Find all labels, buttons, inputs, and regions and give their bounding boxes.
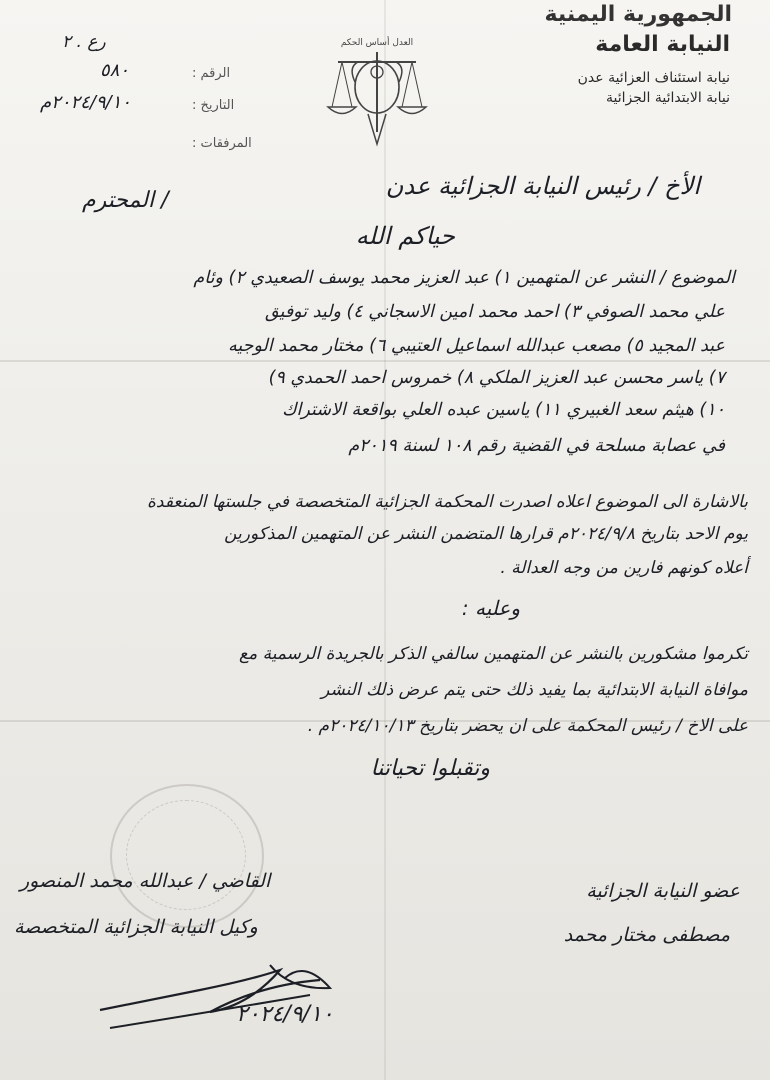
office-title: النيابة العامة [595,32,730,57]
handwritten-signature-icon [90,950,390,1050]
body-line-2: يوم الاحد بتاريخ ٢٠٢٤/٩/٨م قرارها المتضمن النشر عن المتهمين المذكورين [224,524,748,544]
attachments-label: المرفقات : [192,136,252,151]
subject-line-6: في عصابة مسلحة في القضية رقم ١٠٨ لسنة ٢٠١٩م [348,436,725,456]
date-value: ٢٠٢٤/٩/١٠م [40,92,131,113]
request-line-1: تكرموا مشكورين بالنشر عن المتهمين سالفي الذكر بالجريدة الرسمية مع [239,644,748,664]
eagle-scales-emblem-icon [318,32,436,150]
right-signatory-title: عضو النيابة الجزائية [586,880,740,902]
number-value: ٥٨٠ [100,60,130,81]
left-signatory-name: القاضي / عبدالله محمد المنصور [20,870,271,892]
right-signatory-name: مصطفى مختار محمد [563,924,730,946]
body-line-3: أعلاه كونهم فارين من وجه العدالة . [500,558,748,578]
subject-line-1: الموضوع / النشر عن المتهمين ١) عبد العزيز محمد يوسف الصعيدي ٢) وئام [193,268,735,288]
republic-title: الجمهورية اليمنية [544,2,732,27]
number-label: الرقم : [192,66,231,81]
request-line-2: موافاة النيابة الابتدائية بما يفيد ذلك حتى يتم عرض ذلك النشر [321,680,748,700]
emblem-motto: العدل أساس الحكم [340,38,414,48]
therefore-label: وعليه : [461,596,520,620]
office-line-1: نيابة استئناف العزائية عدن [577,70,730,86]
subject-line-3: عبد المجيد ٥) مصعب عبدالله اسماعيل العتيبي ٦) مختار محمد الوجيه [228,336,725,356]
subject-line-4: ٧) ياسر محسن عبد العزيز الملكي ٨) خمروس احمد الحمدي ٩) [268,368,725,388]
subject-line-5: ١٠) هيثم سعد الغبيري ١١) ياسين عبده العلي بواقعة الاشتراك [282,400,725,420]
recipient-side-note: / المحترم [82,188,169,213]
closing-line: وتقبلوا تحياتنا [370,756,490,781]
request-line-3: على الاخ / رئيس المحكمة على ان يحضر بتاريخ ٢٠٢٤/١٠/١٣م . [307,716,748,736]
left-signatory-title: وكيل النيابة الجزائية المتخصصة [14,916,258,938]
reference-handwritten: رع . ٢ [62,32,106,52]
greeting: حياكم الله [355,222,455,250]
body-line-1: بالاشارة الى الموضوع اعلاه اصدرت المحكمة الجزائية المتخصصة في جلستها المنعقدة [146,492,748,512]
subject-line-2: علي محمد الصوفي ٣) احمد محمد امين الاسجاني ٤) وليد توفيق [264,302,725,322]
date-label: التاريخ : [192,98,235,113]
faint-stamp [110,784,264,928]
recipient-line: الأخ / رئيس النيابة الجزائية عدن [385,172,700,200]
signature-date: ٢٠٢٤/٩/١٠ [236,1002,334,1027]
office-line-2: نيابة الابتدائية الجزائية [606,90,730,106]
